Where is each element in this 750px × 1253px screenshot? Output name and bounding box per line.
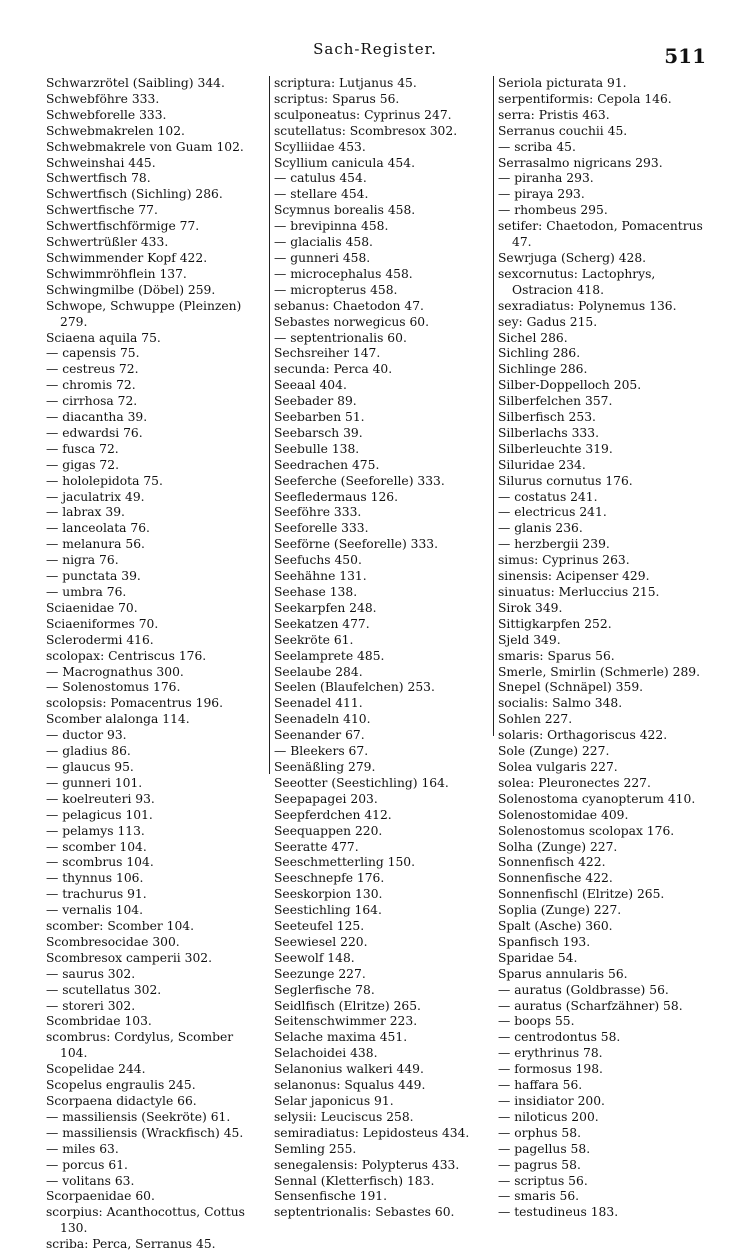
index-entry: Solea vulgaris 227. [498,759,618,774]
index-entry: — stellare 454. [274,187,369,202]
index-entry: Seeforelle 333. [274,521,369,536]
index-entry: Seidlfisch (Elritze) 265. [274,998,421,1013]
index-entry: — testudineus 183. [498,1205,619,1220]
index-entry: — glaucus 95. [46,759,134,774]
index-entry: — miles 63. [46,1141,119,1156]
index-entry: — piraya 293. [498,187,585,202]
index-entry: Seedrachen 475. [274,457,380,472]
index-entry: Selanonius walkeri 449. [274,1062,424,1077]
index-entry: Schwope, Schwuppe (Pleinzen) 279. [46,298,242,329]
index-entry: — saurus 302. [46,966,136,981]
index-entry: Silberlachs 333. [498,425,599,440]
index-entry: Scomber alalonga 114. [46,712,190,727]
index-entry: Selache maxima 451. [274,1030,408,1045]
index-entry: sey: Gadus 215. [498,314,598,329]
index-entry: selysii: Leuciscus 258. [274,1109,414,1124]
index-entry: — scombrus 104. [46,855,154,870]
index-entry: Scorpaenidae 60. [46,1189,155,1204]
index-entry: — fusca 72. [46,441,119,456]
index-entry: — pagrus 58. [498,1157,581,1172]
index-entry: Spalt (Asche) 360. [498,919,613,934]
index-entry: Sohlen 227. [498,712,573,727]
index-entry: — piranha 293. [498,171,594,186]
index-entry: — melanura 56. [46,537,145,552]
index-entry: — gigas 72. [46,457,119,472]
index-entry: Sjeld 349. [498,632,561,647]
index-entry: — massiliensis (Wrackfisch) 45. [46,1125,244,1140]
index-entry: Seelaube 284. [274,664,363,679]
index-entry: sinensis: Acipenser 429. [498,569,650,584]
index-entry: Scopelus engraulis 245. [46,1078,196,1093]
index-entry: — glacialis 458. [274,235,373,250]
index-entry: Schwertfisch 78. [46,171,151,186]
index-entry: socialis: Salmo 348. [498,696,623,711]
index-entry: — koelreuteri 93. [46,791,155,806]
index-entry: Semling 255. [274,1141,357,1156]
index-entry: Seeschnepfe 176. [274,871,385,886]
index-entry: Silberleuchte 319. [498,441,613,456]
index-entry: Sebastes norwegicus 60. [274,314,430,329]
index-entry: — edwardsi 76. [46,425,143,440]
index-entry: Soplia (Zunge) 227. [498,903,622,918]
index-column-1 [46,76,258,1252]
index-entry: Sensenfische 191. [274,1189,388,1204]
index-entry: — scriptus 56. [498,1173,588,1188]
index-entry: solea: Pleuronectes 227. [498,775,651,790]
index-entry: Sichel 286. [498,330,568,345]
index-entry: Spanfisch 193. [498,934,591,949]
index-entry: Seebarsch 39. [274,425,363,440]
index-entry: — cirrhosa 72. [46,394,138,409]
index-entry: — microcephalus 458. [274,266,413,281]
index-entry: Seriola picturata 91. [498,76,627,90]
index-entry: Sechsreiher 147. [274,346,381,361]
index-entry: Sciaeniformes 70. [46,616,159,631]
index-entry: — Macrognathus 300. [46,664,184,679]
index-entry: sexcornutus: Lactophrys, Ostracion 418. [498,266,656,297]
index-entry: Seepapagei 203. [274,791,378,806]
index-entry: Scylliidae 453. [274,139,366,154]
index-entry: Seenäßling 279. [274,759,376,774]
index-entry: Schwebföhre 333. [46,91,160,106]
index-entry: Seeaal 404. [274,378,347,393]
index-entry: Sonnenfische 422. [498,871,613,886]
index-entry: — Solenostomus 176. [46,680,181,695]
index-entry: Schwebforelle 333. [46,107,167,122]
index-entry: Schwertfisch (Sichling) 286. [46,187,223,202]
index-entry: Sole (Zunge) 227. [498,744,610,759]
index-entry: Seelamprete 485. [274,648,385,663]
index-entry: Seeskorpion 130. [274,887,383,902]
index-entry: — herzbergii 239. [498,537,610,552]
index-entry: septentrionalis: Sebastes 60. [274,1205,455,1220]
index-entry: Seefledermaus 126. [274,489,398,504]
index-entry: — brevipinna 458. [274,219,389,234]
index-entry: Seebarben 51. [274,410,365,425]
page-number: 511 [664,44,706,68]
index-entry: sculponeatus: Cyprinus 247. [274,107,452,122]
index-entry: — centrodontus 58. [498,1030,621,1045]
index-entry: Seebulle 138. [274,441,360,456]
index-entry: — punctata 39. [46,569,141,584]
page-header [0,38,750,68]
index-entry: Seehähne 131. [274,569,367,584]
index-entry: serra: Pristis 463. [498,107,610,122]
index-entry: Serranus couchii 45. [498,123,628,138]
index-entry: Seequappen 220. [274,823,383,838]
index-entry: Seekröte 61. [274,632,354,647]
index-entry: Schwertfischförmige 77. [46,219,200,234]
index-entry: Seewiesel 220. [274,934,368,949]
index-entry: — labrax 39. [46,505,125,520]
index-entry: — gunneri 458. [274,250,371,265]
index-entry: — hololepidota 75. [46,473,163,488]
index-entry: Scyllium canicula 454. [274,155,415,170]
index-column-2 [269,76,488,1220]
index-entry: Seeotter (Seestichling) 164. [274,775,449,790]
index-entry: Solenostomus scolopax 176. [498,823,675,838]
index-entry: Sciaenidae 70. [46,600,138,615]
index-entry: Selachoidei 438. [274,1046,378,1061]
index-entry: — catulus 454. [274,171,367,186]
index-entry: Schwingmilbe (Döbel) 259. [46,282,216,297]
index-entry: Schwimmender Kopf 422. [46,250,208,265]
index-entry: — auratus (Scharfzähner) 58. [498,998,683,1013]
index-entry: — rhombeus 295. [498,203,608,218]
index-entry: semiradiatus: Lepidosteus 434. [274,1125,470,1140]
index-entry: sebanus: Chaetodon 47. [274,298,424,313]
index-entry: Sittigkarpfen 252. [498,616,612,631]
index-entry: — electricus 241. [498,505,607,520]
index-column-3 [493,76,716,1220]
index-entry: Seeschmetterling 150. [274,855,416,870]
index-entry: scriptus: Sparus 56. [274,91,400,106]
index-entry: — niloticus 200. [498,1109,599,1124]
index-entry: — haffara 56. [498,1078,583,1093]
index-entry: Silurus cornutus 176. [498,473,633,488]
index-entry: Seefuchs 450. [274,553,362,568]
index-entry: Sparidae 54. [498,950,578,965]
index-entry: Sonnenfischl (Elritze) 265. [498,887,665,902]
index-entry: — scutellatus 302. [46,982,162,997]
index-entry: Seekarpfen 248. [274,600,377,615]
index-entry: — cestreus 72. [46,362,139,377]
index-entry: Sichling 286. [498,346,581,361]
index-entry: Seestichling 164. [274,903,382,918]
index-entry: Seenander 67. [274,728,365,743]
index-entry: — ductor 93. [46,728,127,743]
index-entry: Solenostomidae 409. [498,807,629,822]
index-entry: — trachurus 91. [46,887,147,902]
index-entry: — jaculatrix 49. [46,489,145,504]
index-entry: Sennal (Kletterfisch) 183. [274,1173,435,1188]
index-entry: Seenadeln 410. [274,712,371,727]
index-entry: — umbra 76. [46,585,127,599]
index-entry: Sewrjuga (Scherg) 428. [498,250,647,265]
index-entry: smaris: Sparus 56. [498,648,615,663]
index-entry: — formosus 198. [498,1062,603,1077]
index-entry: Schwebmakrele von Guam 102. [46,139,244,154]
index-entry: Seeferche (Seeforelle) 333. [274,473,445,488]
index-entry: — chromis 72. [46,378,136,393]
index-entry: — capensis 75. [46,346,140,361]
index-entry: Schwarzrötel (Saibling) 344. [46,76,225,90]
index-entry: — micropterus 458. [274,282,398,297]
index-entry: — septentrionalis 60. [274,330,407,345]
index-entry: — scomber 104. [46,839,147,854]
index-entry: scolopax: Centriscus 176. [46,648,207,663]
index-entry: Seewolf 148. [274,950,355,965]
index-entry: Schwertrüßler 433. [46,235,169,250]
index-entry: scriptura: Lutjanus 45. [274,76,417,90]
index-entry: Seeförne (Seeforelle) 333. [274,537,439,552]
index-entry: scombrus: Cordylus, Scomber 104. [46,1030,234,1061]
index-entry: — porcus 61. [46,1157,128,1172]
index-entry: Schweinshai 445. [46,155,156,170]
index-entry: — auratus (Goldbrasse) 56. [498,982,669,997]
index-entry: Sclerodermi 416. [46,632,154,647]
index-entry: — boops 55. [498,1014,575,1029]
index-entry: — glanis 236. [498,521,583,536]
index-entry: scutellatus: Scombresox 302. [274,123,458,138]
index-entry: scorpius: Acanthocottus, Cottus 130. [46,1205,245,1236]
index-entry: Schwertfische 77. [46,203,158,218]
index-entry: Seeföhre 333. [274,505,362,520]
index-entry: sinuatus: Merluccius 215. [498,585,660,599]
index-entry: Seglerfische 78. [274,982,375,997]
index-entry: serpentiformis: Cepola 146. [498,91,672,106]
index-entry: Solenostoma cyanopterum 410. [498,791,696,806]
index-entry: Scombresocidae 300. [46,934,180,949]
index-entry: — insidiator 200. [498,1094,605,1108]
index-entry: Sonnenfisch 422. [498,855,606,870]
index-entry: Seebader 89. [274,394,357,409]
index-entry: — massiliensis (Seekröte) 61. [46,1109,231,1124]
index-entry: scolopsis: Pomacentrus 196. [46,696,224,711]
running-title: Sach-Register. [313,40,437,58]
index-entry: senegalensis: Polypterus 433. [274,1157,460,1172]
index-entry: simus: Cyprinus 263. [498,553,630,568]
index-entry: Scorpaena didactyle 66. [46,1094,197,1108]
index-entry: Silberfelchen 357. [498,394,613,409]
index-entry: — orphus 58. [498,1125,581,1140]
index-entry: — lanceolata 76. [46,521,150,536]
index-entry: Seepferdchen 412. [274,807,392,822]
index-entry: — volitans 63. [46,1173,135,1188]
index-entry: solaris: Orthagoriscus 422. [498,728,668,743]
index-entry: Selar japonicus 91. [274,1094,394,1108]
index-entry: — nigra 76. [46,553,119,568]
index-entry: — scriba 45. [498,139,576,154]
index-entry: scomber: Scomber 104. [46,919,195,934]
index-entry: — Bleekers 67. [274,744,369,759]
index-entry: Schwebmakrelen 102. [46,123,185,138]
index-entry: — erythrinus 78. [498,1046,603,1061]
index-entry: Seeratte 477. [274,839,359,854]
index-entry: secunda: Perca 40. [274,362,393,377]
index-entry: Scombresox camperii 302. [46,950,213,965]
index-entry: Sparus annularis 56. [498,966,628,981]
index-entry: Seenadel 411. [274,696,363,711]
index-entry: Scombridae 103. [46,1014,152,1029]
index-entry: Seitenschwimmer 223. [274,1014,418,1029]
index-entry: selanonus: Squalus 449. [274,1078,426,1093]
index-entry: Schwimmröhflein 137. [46,266,187,281]
index-entry: — gunneri 101. [46,775,143,790]
index-entry: Seelen (Blaufelchen) 253. [274,680,435,695]
index-entry: — smaris 56. [498,1189,580,1204]
index-entry: — vernalis 104. [46,903,144,918]
index-entry: Siluridae 234. [498,457,586,472]
index-entry: — costatus 241. [498,489,598,504]
index-entry: sexradiatus: Polynemus 136. [498,298,677,313]
index-entry: — pelamys 113. [46,823,145,838]
index-entry: scriba: Perca, Serranus 45. [46,1237,216,1252]
index-entry: Seeteufel 125. [274,919,365,934]
index-entry: Sirok 349. [498,600,563,615]
index-entry: Solha (Zunge) 227. [498,839,618,854]
index-entry: — thynnus 106. [46,871,144,886]
index-entry: — pagellus 58. [498,1141,591,1156]
index-entry: Snepel (Schnäpel) 359. [498,680,644,695]
index-entry: Sichlinge 286. [498,362,588,377]
index-entry: Scopelidae 244. [46,1062,146,1077]
index-entry: — gladius 86. [46,744,131,759]
index-entry: Sciaena aquila 75. [46,330,161,345]
index-entry: — pelagicus 101. [46,807,153,822]
index-entry: Seehase 138. [274,585,358,599]
index-entry: Smerle, Smirlin (Schmerle) 289. [498,664,700,679]
index-entry: Seekatzen 477. [274,616,370,631]
index-entry: Serrasalmo nigricans 293. [498,155,663,170]
index-entry: Silber-Doppelloch 205. [498,378,642,393]
index-entry: Silberfisch 253. [498,410,596,425]
index-entry: — diacantha 39. [46,410,148,425]
index-entry: Scymnus borealis 458. [274,203,416,218]
index-entry: Seezunge 227. [274,966,366,981]
index-entry: setifer: Chaetodon, Pomacentrus 47. [498,219,703,250]
index-entry: — storeri 302. [46,998,136,1013]
